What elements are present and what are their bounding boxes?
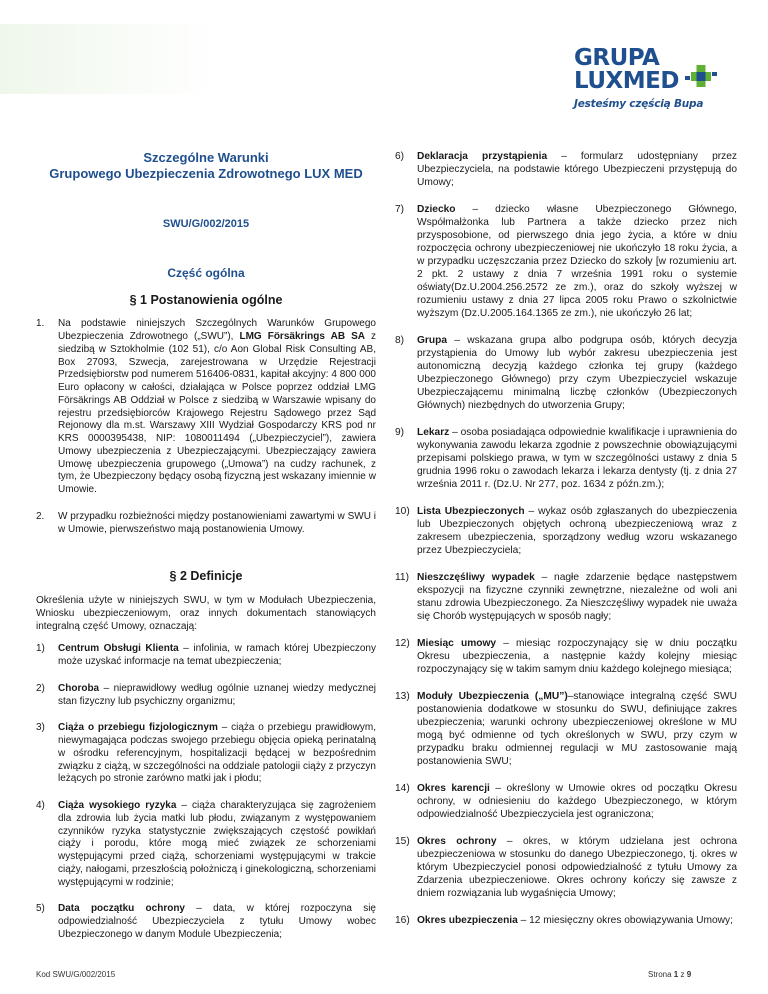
definition-item: 12) Miesiąc umowy – miesiąc rozpoczynający się w dniu początku Okresu ubezpieczenia, a następnie każdy kolejny miesiąc rozpoczynający się w takim samym dniu każdego kolejnego miesiąca;	[395, 638, 737, 675]
right-column	[395, 150, 737, 941]
footer-page-number: Strona 1 z 9	[648, 970, 692, 979]
decorative-green-band	[0, 24, 215, 94]
section1-item	[36, 511, 376, 537]
definition-item: 3) Ciąża o przebiegu fizjologicznym – ciąża o przebiegu prawidłowym, niewymagająca podczas swojego przebiegu objęcia opieką perinatalną w ośrodku referencyjnym, hospitalizacji będącej w bezpośrednim związku z ciążą, w szczególności na oddziale patologii ciąży z przyczyn leżących po stronie zarówno matki jak i płodu;	[36, 722, 376, 785]
item-number: 2.	[36, 510, 45, 522]
definition-item: 11) Nieszczęśliwy wypadek – nagłe zdarzenie będące następstwem ekspozycji na fizyczne czynniki zewnętrzne, niezależne od woli ani stanu zdrowia Ubezpieczonego. Za Nieszczęśliwy wypadek nie uważa się Chorób występujących w sposób nagły;	[395, 572, 737, 622]
definition-item: 6) Deklaracja przystąpienia – formularz udostępniany przez Ubezpieczyciela, na podstawie którego Ubezpieczeni przystępują do Umowy;	[395, 151, 737, 188]
definition-item: 16) Okres ubezpieczenia – 12 miesięczny okres obowiązywania Umowy;	[395, 915, 733, 926]
item-number: 1.	[36, 318, 45, 330]
item-text: Na podstawie niniejszych Szczególnych Warunków Grupowego Ubezpieczenia Zdrowotnego („SWU”), LMG Försäkrings AB SA z siedzibą w Sztokholmie (102 51), c/o Aon Global Risk Consulting AB, Box 27093, Szwecja, zarejestrowana w Urzędzie Rejestracji Przedsiębiorstw pod numerem 516406-0831, kapitał akcyjny: 4 800 000 Euro opłacony w całości, działająca w Polsce poprzez oddział LMG Försäkrings AB Oddział w Polsce z siedzibą w Warszawie wpisany do rejestru przedsiębiorców Krajowego Rejestru Sądowego przez Sąd Rejonowy dla m.st. Warszawy XIII Wydział Gospodarczy KRS pod nr KRS 0000395438, NIP: 1080011494 („Ubezpieczyciel”), zawiera Umowy ubezpieczenia z Ubezpieczającymi. Ubezpieczający zawiera Umowę ubezpieczenia grupowego („Umowa”) na cudzy rachunek, z tym, że Ubezpieczony będący osobą fizyczną jest wskazany imiennie w Umowie.	[58, 318, 376, 495]
definition-item: 7) Dziecko – dziecko własne Ubezpieczonego Głównego, Współmałżonka lub Partnera a także dziecko przez nich przysposobione, od pierwszego dnia jego życia, a które w dniu rozpoczęcia ochrony ubezpieczeniowej nie ukończyło 18 roku życia, a w przypadku uczęszczania przez Dziecko do szkoły [w rozumieniu art. 2 pkt. 2 ustawy z dnia 7 września 1991 roku o systemie oświaty(Dz.U.2004.256.2572 ze zm.), oraz do szkoły wyższej w rozumieniu ustawy z dnia 27 lipca 2005 roku Prawo o szkolnictwie wyższym (Dz.U.2005.164.1365 ze zm.), nie ukończyło 26 lat;	[395, 204, 737, 319]
left-column	[36, 150, 376, 956]
part-title: Część ogólna	[167, 265, 245, 280]
document-code: SWU/G/002/2015	[162, 218, 250, 230]
document-title	[36, 150, 376, 182]
document-title-line1: Szczególne Warunki	[143, 150, 269, 165]
logo-word-grupa: GRUPA	[574, 45, 660, 71]
medical-cross-icon	[683, 59, 719, 95]
definition-item: 8) Grupa – wskazana grupa albo podgrupa osób, których decyzja przystąpienia do Umowy lub wybór zakresu ubezpieczenia jest autonomiczną decyzją każdego członka tej grupy (każdego Ubezpieczonego Głównego) przy czym Ubezpieczyciel wskazuje Ubezpieczającemu minimalną liczbę członków (Ubezpieczonych Głównych) niezbędnych do utworzenia Grupy;	[395, 335, 737, 411]
luxmed-logo	[574, 47, 724, 127]
definition-item: 15) Okres ochrony – okres, w którym udzielana jest ochrona ubezpieczeniowa w stosunku do danego Ubezpieczonego, tj. okres w którym Ubezpieczyciel ponosi odpowiedzialność z tytułu Umowy za Zdarzenia ubezpieczeniowe. Okres ochrony kończy się zawsze z dniem rozwiązania lub wygaśnięcia Umowy;	[395, 836, 737, 899]
footer-document-code: Kod SWU/G/002/2015	[36, 970, 116, 979]
section2-title: § 2 Definicje	[169, 569, 243, 584]
item-text: W przypadku rozbieżności między postanowieniami zawartymi w SWU i w Umowie, pierwszeństwo mają postanowienia Umowy.	[58, 510, 376, 535]
definition-item: 1) Centrum Obsługi Klienta – infolinia, w ramach której Ubezpieczony może uzyskać informacje na temat ubezpieczenia;	[36, 643, 376, 667]
logo-word-luxmed: LUXMED	[574, 68, 679, 94]
definition-item: 14) Okres karencji – określony w Umowie okres od początku Okresu ochrony, w odniesieniu do każdego Ubezpieczonego, w którym odpowiedzialność Ubezpieczyciela jest ograniczona;	[395, 783, 738, 820]
definition-item: 2) Choroba – nieprawidłowy według ogólnie uznanej wiedzy medycznej stan fizyczny lub psychiczny organizmu;	[36, 682, 376, 707]
definition-item: 4) Ciąża wysokiego ryzyka – ciąża charakteryzująca się zagrożeniem dla zdrowia lub życia matki lub płodu, związanym z występowaniem czynników ryzyka statystycznie zwiększających częstość powikłań ciąży i porodu, które mogą mieć związek ze schorzeniami występującymi przed ciążą, schorzeniami występującymi w trakcie ciąży, nałogami, przeszłością położniczą i ginekologiczną, schorzeniami występującymi w rodzinie;	[36, 800, 376, 888]
definition-item: 10) Lista Ubezpieczonych – wykaz osób zgłaszanych do ubezpieczenia lub Ubezpieczonych objętych ochroną ubezpieczeniową wraz z zakresem ubezpieczenia, sporządzony według wzoru wskazanego przez Ubezpieczyciela;	[395, 506, 737, 556]
definition-item: 5) Data początku ochrony – data, w której rozpoczyna się odpowiedzialność Ubezpieczyciela z tytułu Umowy wobec Ubezpieczonego w danym Module Ubezpieczenia;	[36, 903, 376, 940]
section1-item	[36, 318, 376, 497]
definition-item: 9) Lekarz – osoba posiadająca odpowiednie kwalifikacje i uprawnienia do wykonywania zawodu lekarza zgodnie z powszechnie obowiązującymi przepisami polskiego prawa, w tym w szczególności ustawy z dnia 5 grudnia 1996 roku o zawodach lekarza i lekarza dentysty (tj. z dnia 27 września 2011 r. (Dz.U. Nr 277, poz. 1634 z późn.zm.);	[395, 427, 737, 490]
definition-item: 13) Moduły Ubezpieczenia („MU”)–stanowiące integralną część SWU postanowienia dodatkowe w stosunku do SWU, definiujące zakres ubezpieczenia; warunki ochrony ubezpieczeniowej określone w MU mogą być odmienne od tych określonych w SWU, przy czym w przypadku braku odmiennej regulacji w MU zastosowanie mają postanowienia SWU;	[395, 691, 737, 767]
section1-title: § 1 Postanowienia ogólne	[129, 292, 283, 307]
document-title-line2: Grupowego Ubezpieczenia Zdrowotnego LUX MED	[49, 166, 363, 181]
section2-intro: Określenia użyte w niniejszych SWU, w tym w Modułach Ubezpieczenia, Wniosku ubezpieczeniowym, oraz innych dokumentach stanowiących integralną część Umowy, oznaczają:	[36, 595, 376, 632]
logo-tagline: Jesteśmy częścią Bupa	[574, 98, 704, 110]
